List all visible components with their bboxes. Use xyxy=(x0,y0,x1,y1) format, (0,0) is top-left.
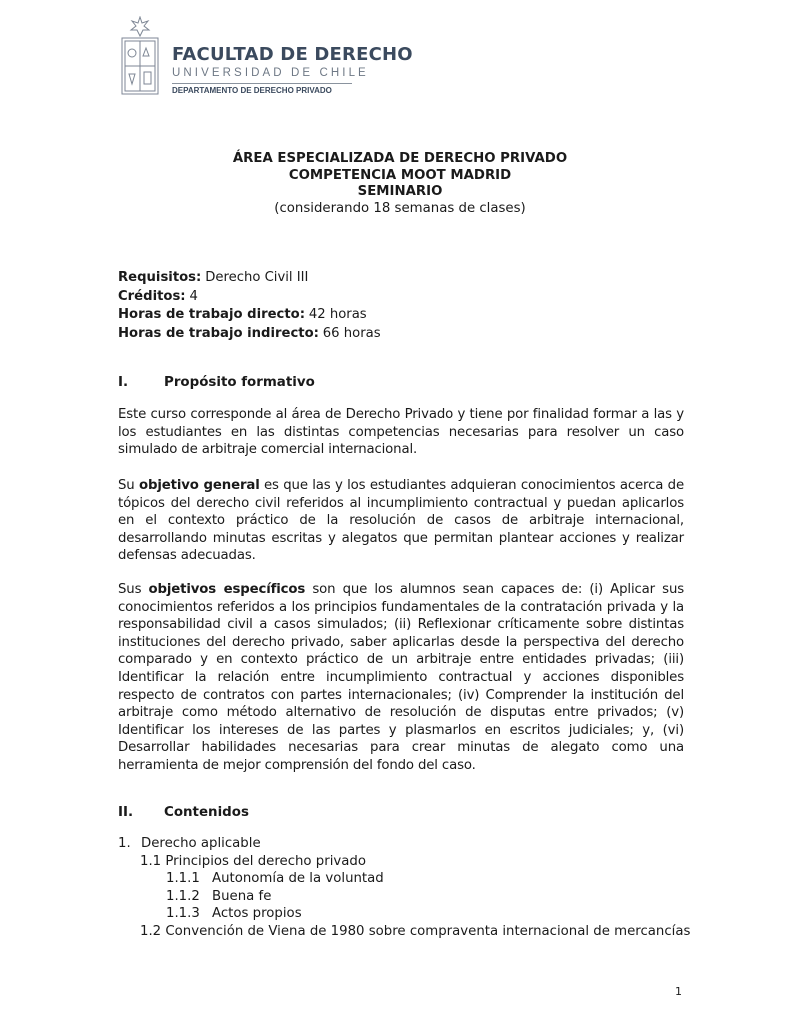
faculty-name: FACULTAD DE DERECHO xyxy=(172,44,413,65)
paragraph-objetivo-general: Su objetivo general es que las y los estudiantes adquieran conocimientos acerca de tópicos del derecho civil referidos al incumplimiento contractual y puedan aplicarlos en el contexto práctico de la resolución de casos de arbitraje internacional, desarrollando minutas escritas y alegatos que permitan plantear acciones y realizar defensas adecuadas. xyxy=(118,478,684,564)
section-heading-contenidos: II. Contenidos xyxy=(118,805,249,820)
meta-horas-directo: Horas de trabajo directo: 42 horas xyxy=(118,307,367,323)
university-seal-icon xyxy=(118,16,162,96)
paragraph-objetivos-especificos: Sus objetivos específicos son que los alumnos sean capaces de: (i) Aplicar sus conocimientos referidos a los principios fundamentales de la contratación privada y la responsabilidad civil a casos simulados; (ii) Reflexionar críticamente sobre distintas instituciones del derecho privado, saber aplicarlas desde la perspectiva del derecho comparado y en contexto práctico de un arbitraje entre entidades privadas; (iii) Identificar la relación entre incumplimiento contractual y acciones disponibles respecto de contratos con partes internacionales; (iv) Comprender la institución del arbitraje como método alternativo de resolución de disputas entre privados; (v) Identificar los intereses de las partes y plasmarlos en escritos judiciales; y, (vi) Desarrollar habilidades necesarias para crear minutas de alegato como una herramienta de mejor comprensión del fondo del caso. xyxy=(118,582,684,773)
page-number: 1 xyxy=(675,985,682,998)
list-item: 1.1.1 Autonomía de la voluntad xyxy=(166,871,384,887)
meta-horas-indirecto: Horas de trabajo indirecto: 66 horas xyxy=(118,325,381,341)
document-title xyxy=(0,151,800,217)
title-duration: (considerando 18 semanas de clases) xyxy=(274,200,526,216)
section-heading-proposito: I. Propósito formativo xyxy=(118,375,315,390)
university-name: UNIVERSIDAD DE CHILE xyxy=(172,67,369,79)
contents-list xyxy=(118,835,690,941)
paragraph-intro: Este curso corresponde al área de Derecho Privado y tiene por finalidad formar a las y los estudiantes en las distintas competencias necesarias para resolver un caso simulado de arbitraje comercial internacional. xyxy=(118,407,684,458)
meta-creditos: Créditos: 4 xyxy=(118,288,198,304)
meta-requisitos: Requisitos: Derecho Civil III xyxy=(118,270,309,285)
course-metadata xyxy=(118,268,381,342)
title-competition: COMPETENCIA MOOT MADRID xyxy=(288,167,512,183)
list-item: 1.1.2 Buena fe xyxy=(166,888,272,904)
list-item: 1.1 Principios del derecho privado xyxy=(140,853,366,869)
list-item: 1.2 Convención de Viena de 1980 sobre compraventa internacional de mercancías xyxy=(140,923,691,939)
list-item: 1. Derecho aplicable xyxy=(118,836,261,851)
department-name: DEPARTAMENTO DE DERECHO PRIVADO xyxy=(172,86,332,95)
title-type: SEMINARIO xyxy=(357,184,443,199)
list-item: 1.1.3 Actos propios xyxy=(166,906,302,922)
title-area: ÁREA ESPECIALIZADA DE DERECHO PRIVADO xyxy=(232,151,568,166)
logo-divider xyxy=(172,83,352,84)
faculty-logo xyxy=(118,16,413,96)
